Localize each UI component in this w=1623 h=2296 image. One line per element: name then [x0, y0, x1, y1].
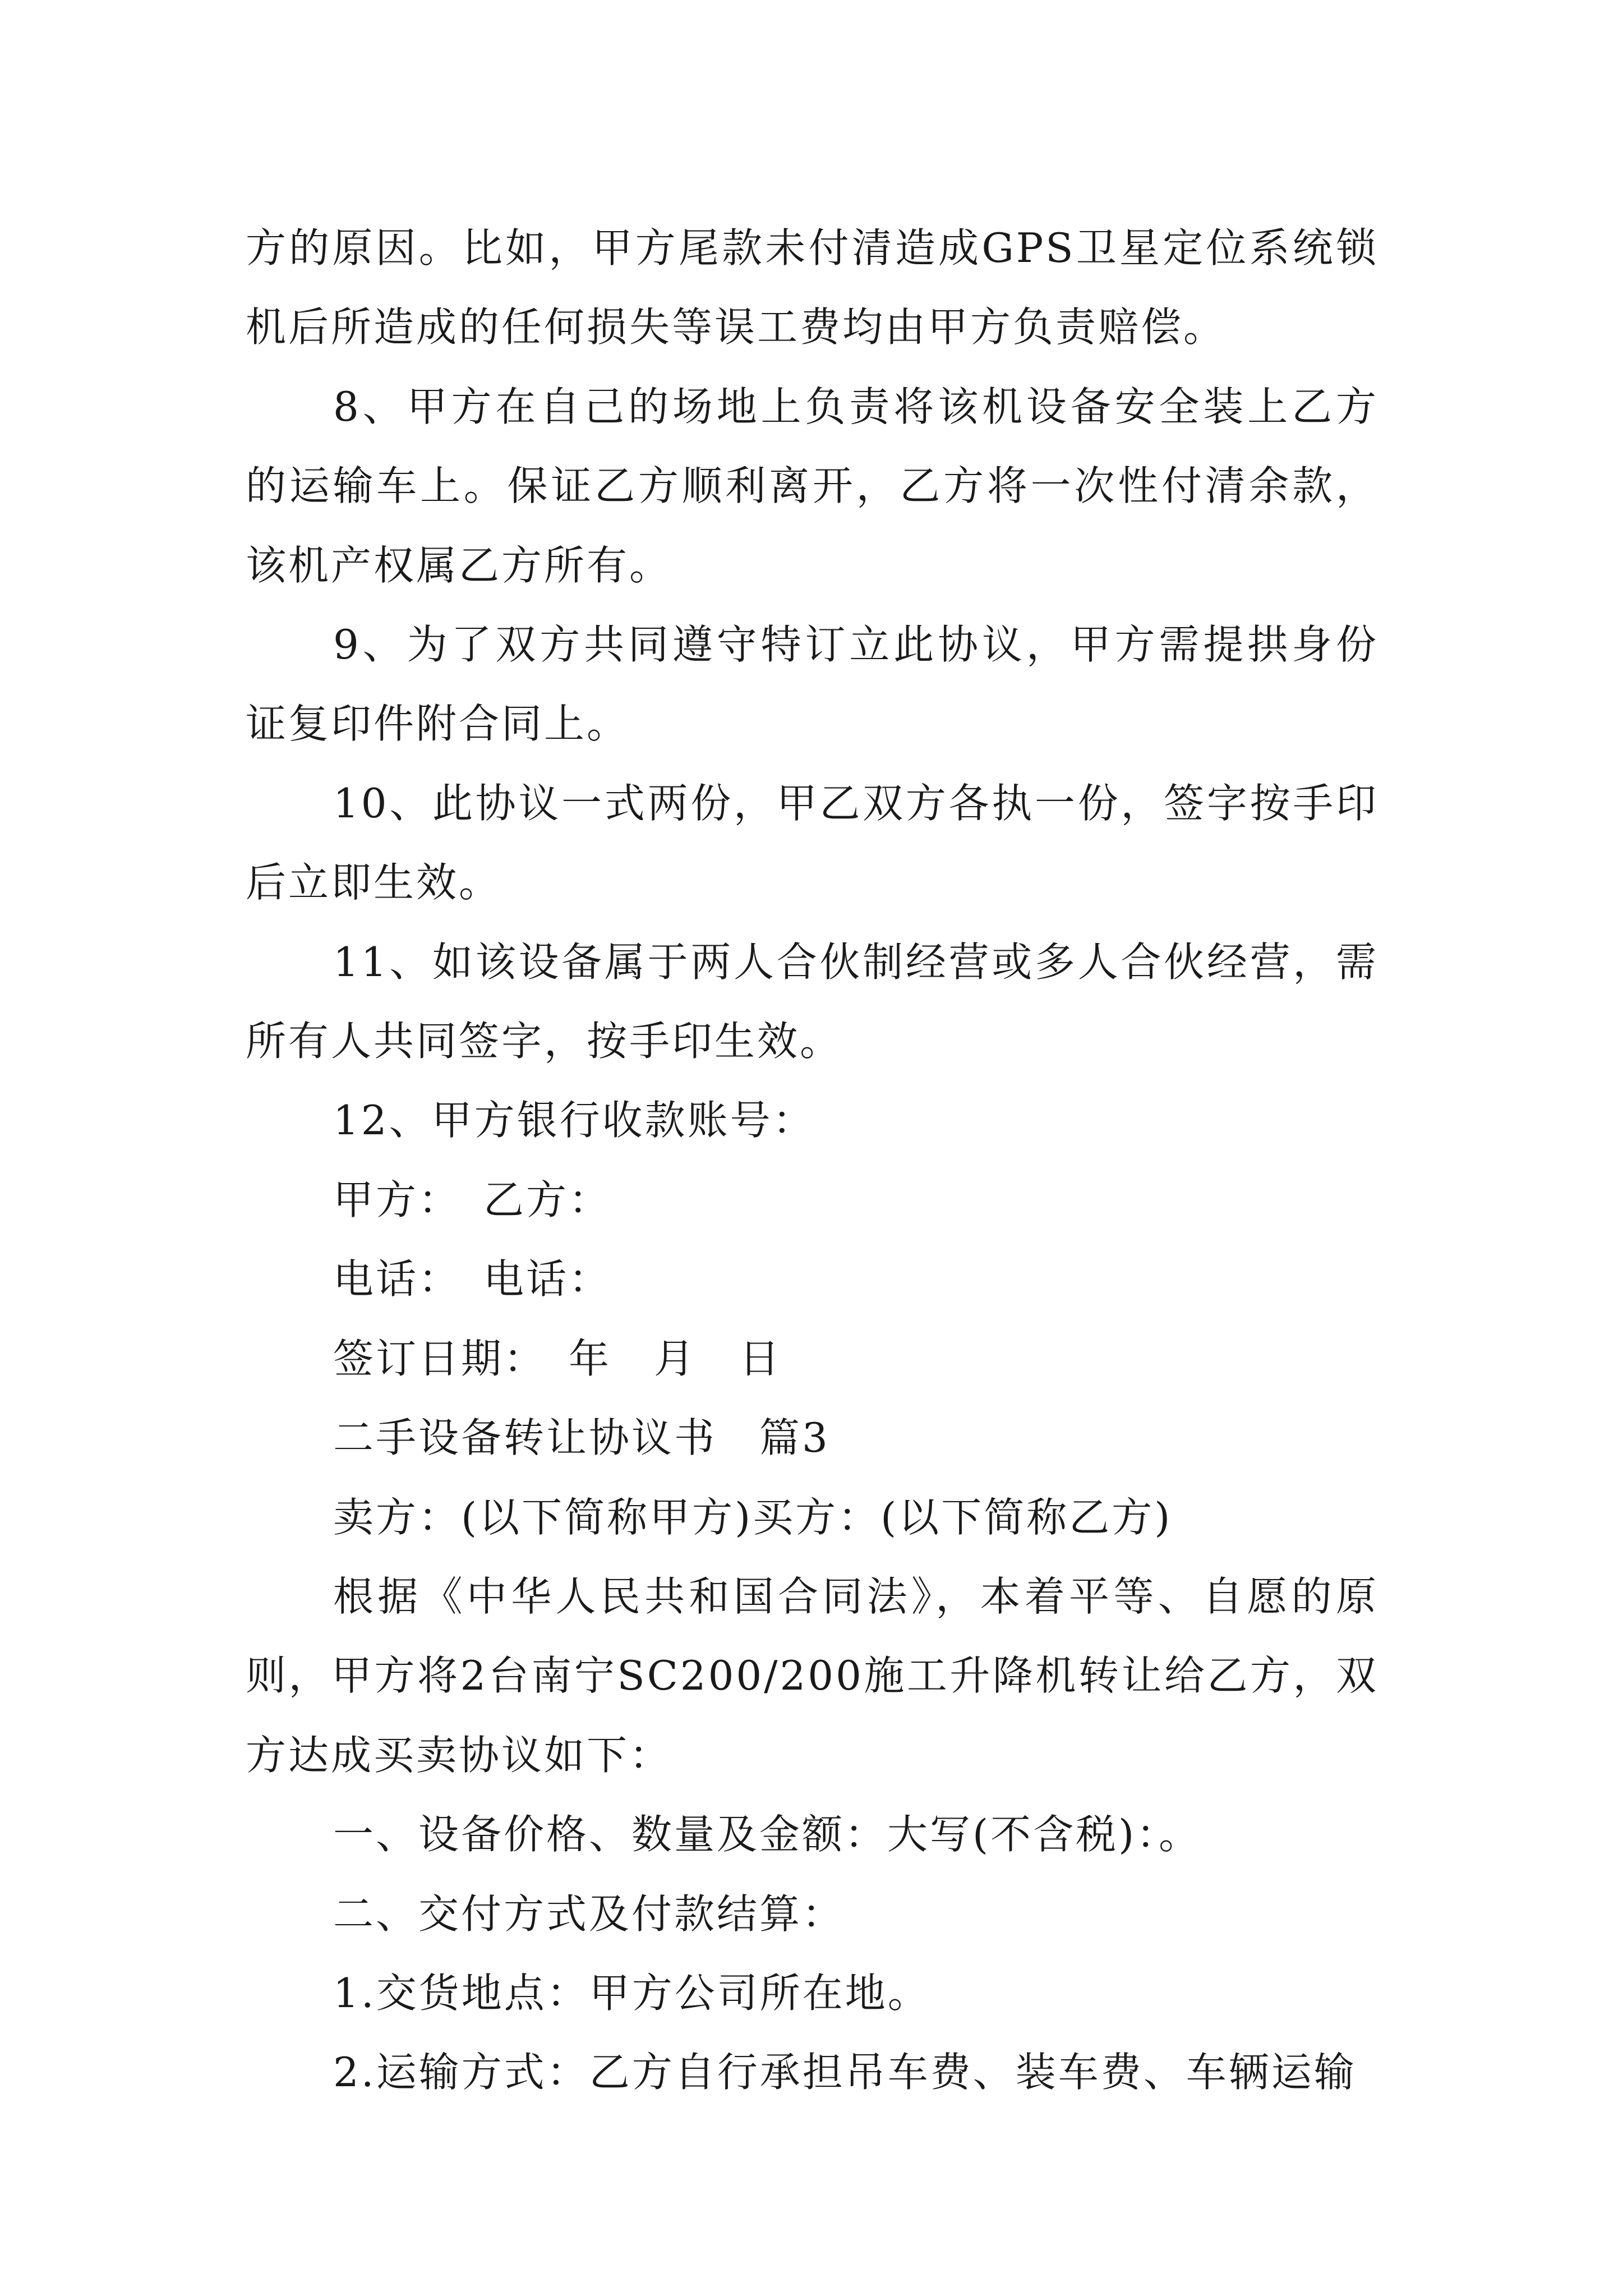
section-heading: 二手设备转让协议书 篇3 [333, 1414, 830, 1462]
clause-two-item-1: 1.交货地点：甲方公司所在地。 [333, 1969, 930, 2017]
parties-line: 卖方：(以下简称甲方)买方：(以下简称乙方) [333, 1493, 1173, 1541]
paragraph-item-11: 11、如该设备属于两人合伙制经营或多人合伙经营，需所有人共同签字，按手印生效。 [246, 938, 1378, 1065]
paragraph-continued: 方的原因。比如，甲方尾款未付清造成GPS卫星定位系统锁机后所造成的任何损失等误工费均由甲方负责赔偿。 [246, 224, 1378, 351]
paragraph-item-10: 10、此协议一式两份，甲乙双方各执一份，签字按手印后立即生效。 [246, 779, 1378, 907]
paragraph-item-9: 9、为了双方共同遵守特订立此协议，甲方需提拱身份证复印件附合同上。 [246, 621, 1378, 748]
paragraph-item-8: 8、甲方在自己的场地上负责将该机设备安全装上乙方的运输车上。保证乙方顺利离开，乙方将一次性付清余款，该机产权属乙方所有。 [246, 383, 1378, 589]
paragraph-item-12: 12、甲方银行收款账号： [333, 1097, 815, 1144]
clause-two: 二、交付方式及付款结算： [333, 1890, 845, 1938]
signature-party-line: 甲方： 乙方： [333, 1176, 612, 1223]
signature-phone-line: 电话： 电话： [333, 1255, 612, 1303]
clause-one: 一、设备价格、数量及金额：大写(不含税)：。 [333, 1811, 1202, 1858]
paragraph-preamble: 根据《中华人民共和国合同法》，本着平等、自愿的原则，甲方将2台南宁SC200/200施工升降机转让给乙方，双方达成买卖协议如下： [246, 1572, 1378, 1779]
signature-date-line: 签订日期： 年 月 日 [333, 1335, 782, 1382]
clause-two-item-2: 2.运输方式：乙方自行承担吊车费、装车费、车辆运输 [333, 2049, 1357, 2096]
document-body [246, 209, 1378, 2113]
